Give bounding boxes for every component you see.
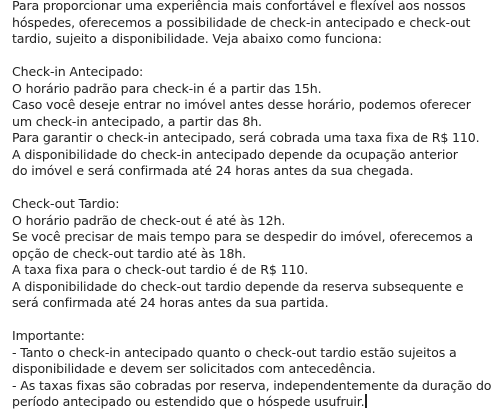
intro-line-1: Para proporcionar uma experiência mais confortável e flexível aos nossos [12,0,466,13]
checkout-line-6: será confirmada até 24 horas antes da sua partida. [12,295,329,310]
blank-line [12,180,416,197]
checkin-line-3: um check-in antecipado, a partir das 8h. [12,113,262,129]
checkin-line-2: Caso você deseje entrar no imóvel antes desse horário, podemos oferecer [12,97,471,112]
checkout-line-4: A taxa fixa para o check-out tardio é de R$ 110. [12,262,309,277]
important-line-4 [12,394,416,411]
message-text-body [12,0,491,411]
important-line-1: - Tanto o check-in antecipado quanto o check-out tardio estão sujeitos a [12,344,457,360]
blank-line [12,48,416,65]
important-line-2: disponibilidade e devem ser solicitados com antecedência. [12,361,376,376]
intro-line-2: hóspedes, oferecemos a possibilidade de check-in antecipado e check-out [12,14,471,30]
intro-line-3: tardio, sujeito a disponibilidade. Veja abaixo como funciona: [12,31,382,46]
blank-line [12,312,416,329]
checkin-line-4: Para garantir o check-in antecipado, será cobrada uma taxa fixa de R$ 110. [12,130,480,145]
important-heading: Importante: [12,328,85,343]
checkout-line-3: opção de check-out tardio até às 18h. [12,245,247,261]
checkout-heading: Check-out Tardio: [12,196,120,211]
important-line-3: - As taxas fixas são cobradas por reserva, independentemente da duração do [12,377,491,393]
important-line-4-text: período antecipado ou estendido que o hóspede usufruir. [12,394,365,409]
text-cursor [365,394,367,408]
checkin-line-1: O horário padrão para check-in é a partir das 15h. [12,80,322,96]
checkout-line-5: A disponibilidade do check-out tardio depende da reserva subsequente e [12,278,464,294]
checkout-line-1: O horário padrão de check-out é até às 12h. [12,212,286,228]
checkin-line-6: do imóvel e será confirmada até 24 horas antes da sua chegada. [12,163,414,178]
checkout-line-2: Se você precisar de mais tempo para se despedir do imóvel, oferecemos a [12,229,473,244]
checkin-heading: Check-in Antecipado: [12,64,144,79]
checkin-line-5: A disponibilidade do check-in antecipado depende da ocupação anterior [12,146,458,162]
